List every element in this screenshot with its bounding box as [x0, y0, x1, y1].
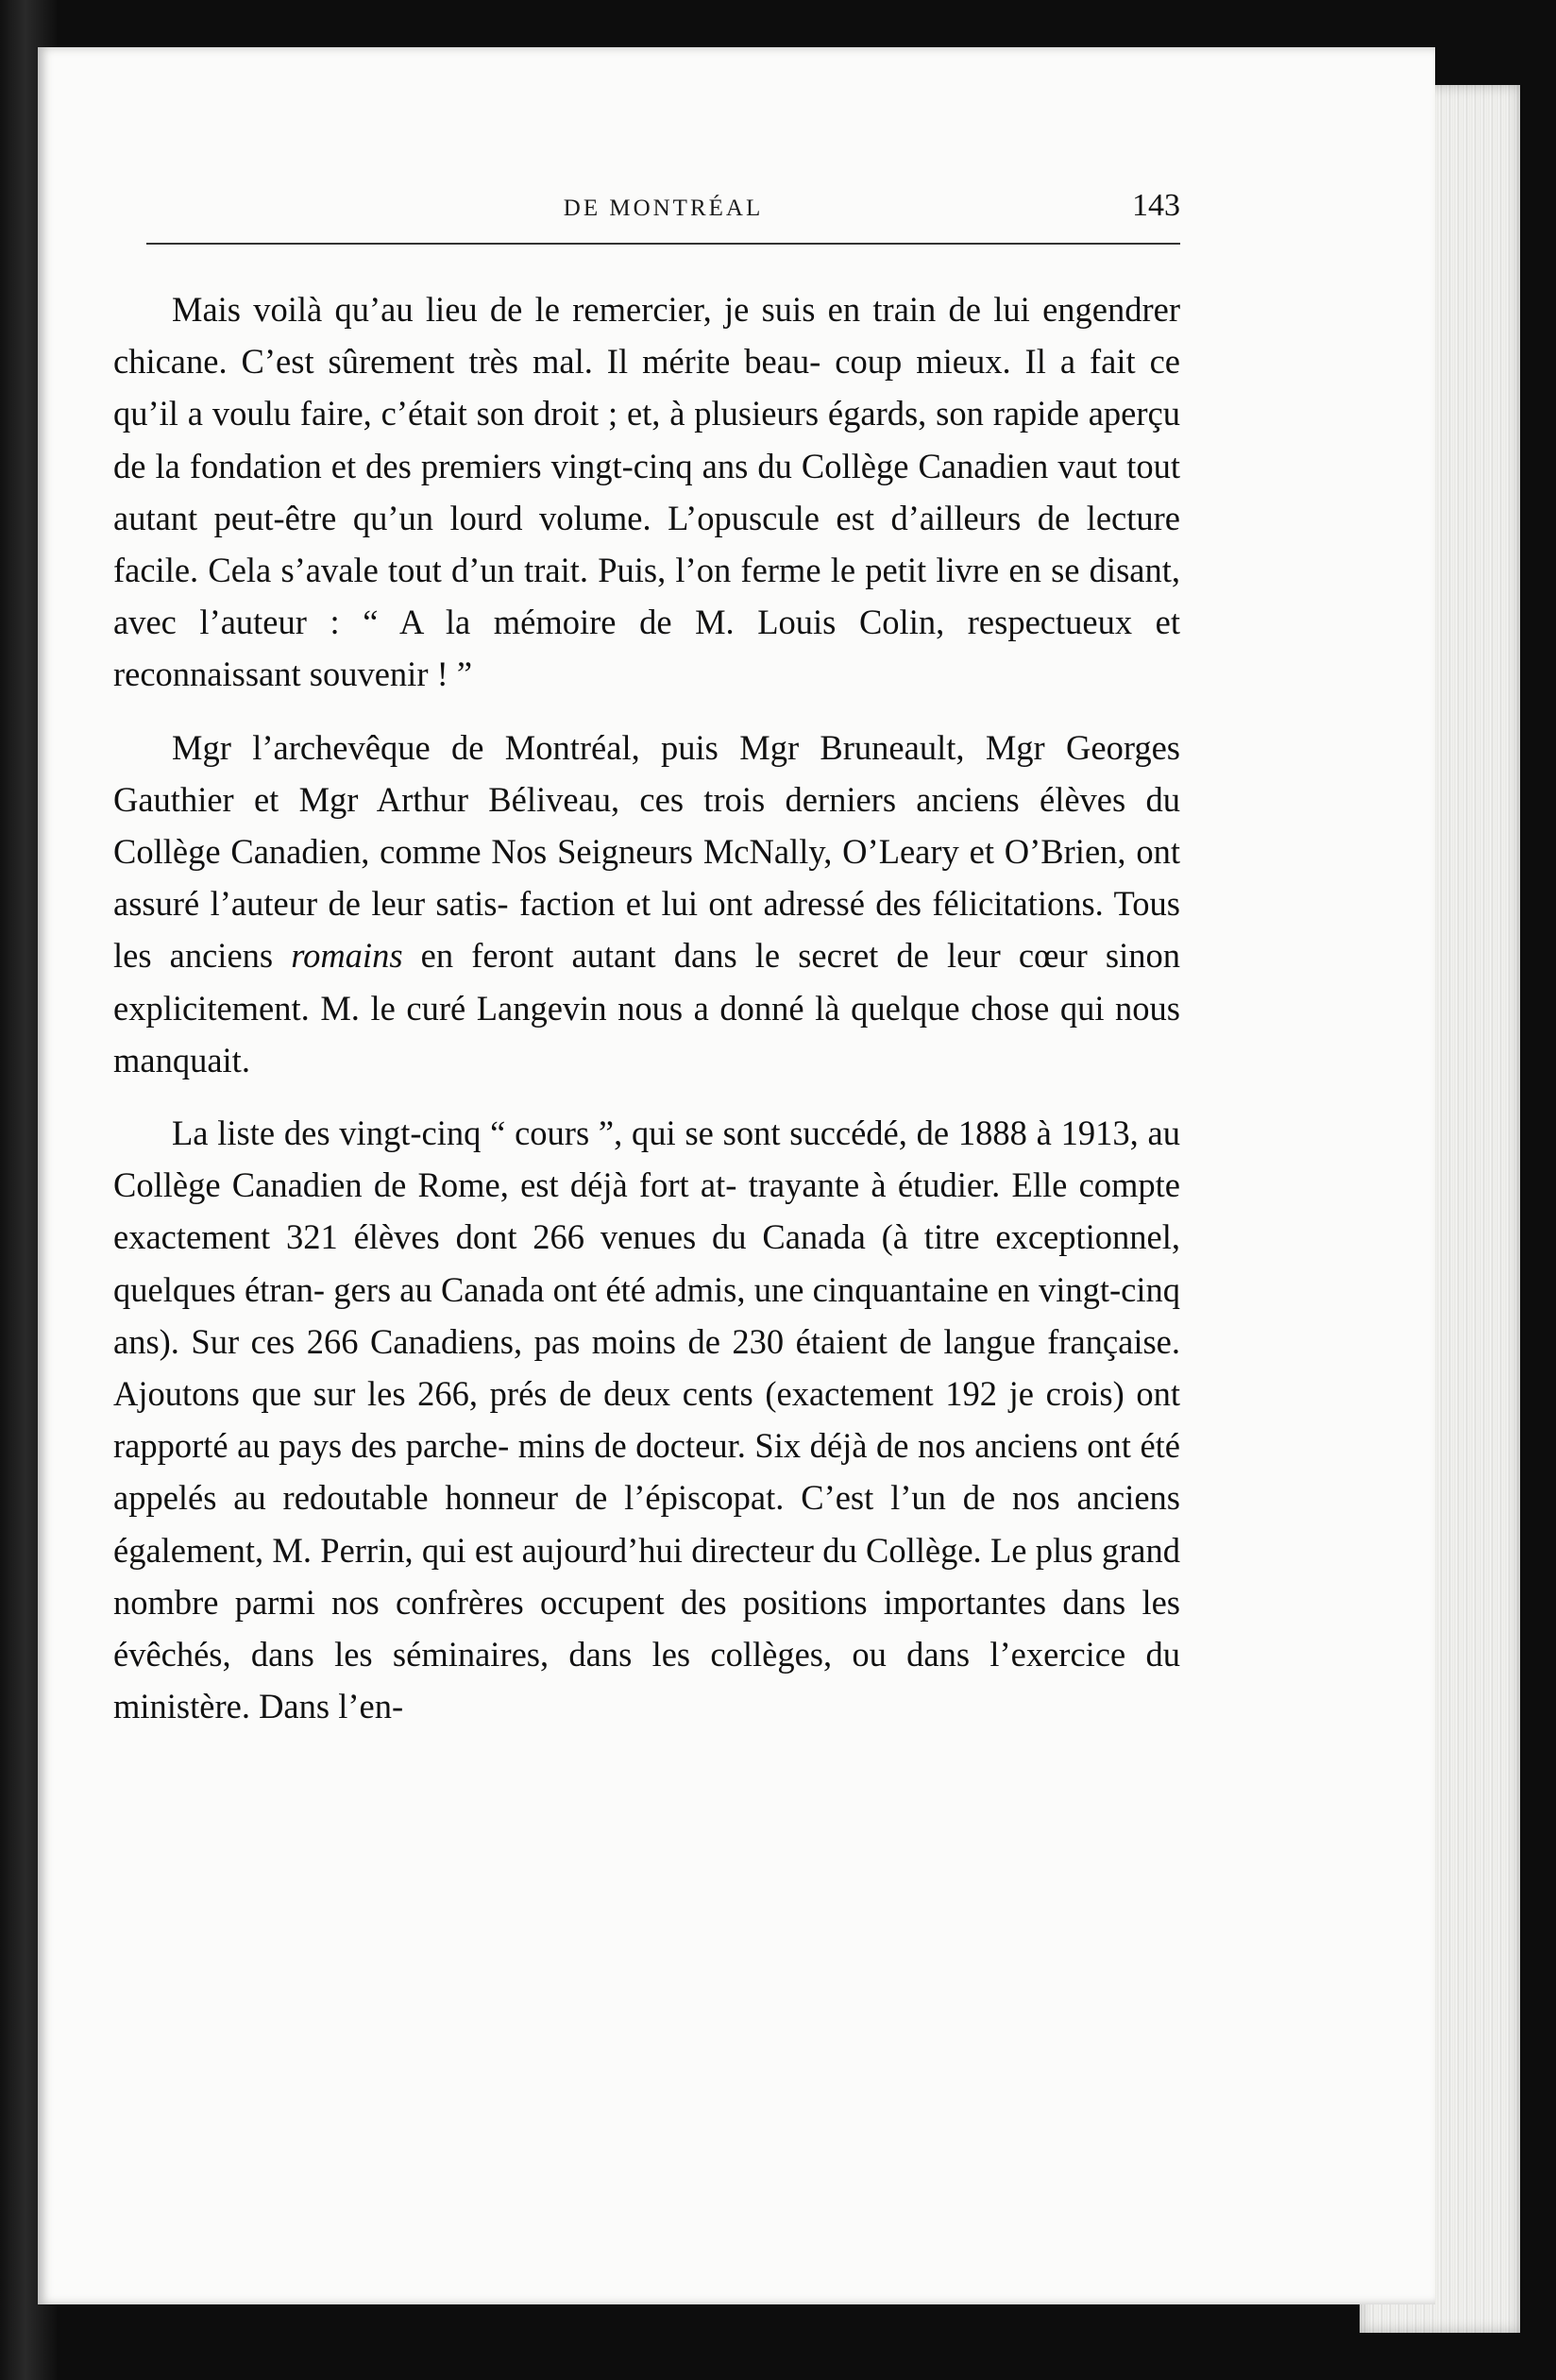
- paragraph-3: La liste des vingt-cinq “ cours ”, qui se sont succédé, de 1888 à 1913, au Collège Canadien de Rome, est déjà fort at- trayante à étudier. Elle compte exactement 321 élèves dont 266 venues du Canada (à titre exceptionnel, quelques étran- gers au Canada ont été admis, une cinquantaine en vingt-cinq ans). Sur ces 266 Canadiens, pas moins de 230 étaient de langue française. Ajoutons que sur les 266, prés de deux cents (exactement 192 je crois) ont rapporté au pays des parche- mins de docteur. Six déjà de nos anciens ont été appelés au redoutable honneur de l’épiscopat. C’est l’un de nos anciens également, M. Perrin, qui est aujourd’hui directeur du Collège. Le plus grand nombre parmi nos confrères occupent des positions importantes dans les évêchés, dans les séminaires, dans les collèges, ou dans l’exercice du ministère. Dans l’en-: [113, 1114, 1180, 1726]
- body-text: [113, 283, 1180, 1753]
- running-head: DE MONTRÉAL: [563, 196, 764, 221]
- page-number: 143: [1132, 188, 1180, 223]
- page-header: [146, 184, 1180, 241]
- paragraph-2-italic: romains: [291, 936, 403, 976]
- paragraph-2-part-b: en feront autant dans le secret de leur cœur sinon explicitement. M. le curé Langevin nous a donné là quelque chose qui nous manquait.: [113, 936, 1181, 1080]
- paragraph-2-part-a: Mgr l’archevêque de Montréal, puis Mgr Bruneault, Mgr Georges Gauthier et Mgr Arthur Béliveau, ces trois derniers anciens élèves du Collège Canadien, comme Nos Seigneurs McNally, O’Leary et O’Brien, ont assuré l’auteur de leur satis- faction et lui ont adressé des félicitations. Tous les anciens: [113, 727, 1180, 976]
- header-rule: [146, 243, 1180, 245]
- paragraph-2: [113, 722, 1180, 1086]
- paragraph-1: Mais voilà qu’au lieu de le remercier, je suis en train de lui engendrer chicane. C’est sûrement très mal. Il mérite beau- coup mieux. Il a fait ce qu’il a voulu faire, c’était son droit ; et, à plusieurs égards, son rapide aperçu de la fondation et des premiers vingt-cinq ans du Collège Canadien vaut tout autant peut-être qu’un lourd volume. L’opuscule est d’ailleurs de lecture facile. Cela s’avale tout d’un trait. Puis, l’on ferme le petit livre en se disant, avec l’auteur : “ A la mémoire de M. Louis Colin, respectueux et reconnaissant souvenir ! ”: [113, 290, 1180, 694]
